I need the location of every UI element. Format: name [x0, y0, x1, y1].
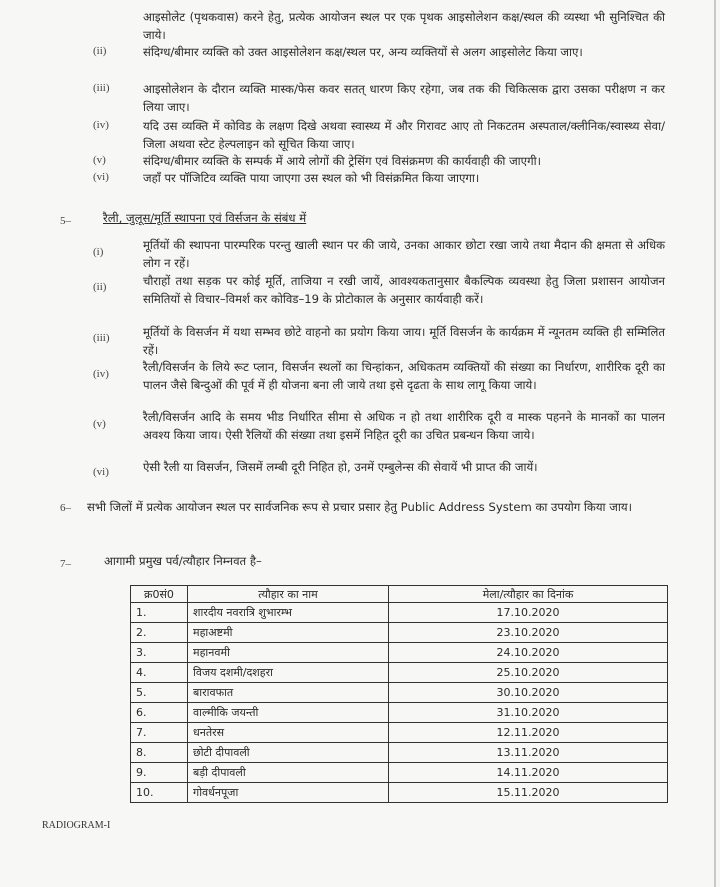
- list-item: चौराहों तथा सड़क पर कोई मूर्ति, ताजिया न रखी जायें, आवश्यकतानुसार बैकल्पिक व्यवस्था हेतु जिला प्रशासन आयोजन समितियों से विचार–विमर्श कर कोविड–19 के प्रोटोकाल के अनुसार कार्यवाही करें।: [143, 274, 665, 306]
- table-row: [131, 783, 668, 803]
- item-number: (ii): [93, 45, 107, 57]
- table-row: [131, 703, 668, 723]
- cell-festival: गोवर्धनपूजा: [188, 783, 389, 803]
- festival-table: [130, 585, 668, 803]
- col-header-serial: क्र0सं0: [131, 586, 188, 603]
- cell-festival: शारदीय नवरात्रि शुभारम्भ: [188, 603, 389, 623]
- section-number: 5–: [60, 215, 71, 227]
- intro-paragraph: आइसोलेट (पृथकवास) करने हेतु, प्रत्येक आयोजन स्थल पर एक पृथक आइसोलेशन कक्ष/स्थल की व्यस्था भी सुनिश्चित की जाये।: [143, 10, 665, 42]
- list-item: मूर्तियों की स्थापना पारम्परिक परन्तु खाली स्थान पर की जाये, उनका आकार छोटा रखा जाये तथा मैदान की क्षमता से अधिक लोग न रहें।: [143, 238, 665, 270]
- cell-date: 13.11.2020: [389, 743, 668, 763]
- col-header-date: मेला/त्यौहार का दिनांक: [389, 586, 668, 603]
- section-number: 6–: [60, 502, 71, 514]
- cell-festival: महानवमी: [188, 643, 389, 663]
- cell-date: 30.10.2020: [389, 683, 668, 703]
- cell-date: 31.10.2020: [389, 703, 668, 723]
- item-number: (iv): [93, 119, 109, 131]
- cell-date: 15.11.2020: [389, 783, 668, 803]
- section-text: सभी जिलों में प्रत्येक आयोजन स्थल पर सार्वजनिक रूप से प्रचार प्रसार हेतु Public Address System का उपयोग किया जाय।: [87, 500, 632, 514]
- table-row: [131, 763, 668, 783]
- section-heading: रैली, जुलूस/मूर्ति स्थापना एवं विर्सजन के संबंध में: [103, 211, 307, 225]
- cell-date: 25.10.2020: [389, 663, 668, 683]
- page-edge: [714, 0, 716, 887]
- table-row: [131, 663, 668, 683]
- list-item: जहाँ पर पॉजिटिव व्यक्ति पाया जाएगा उस स्थल को भी विसंक्रमित किया जाएगा।: [143, 171, 480, 185]
- cell-festival: छोटी दीपावली: [188, 743, 389, 763]
- list-item: रैली/विसर्जन आदि के समय भीड निर्धारित सीमा से अधिक न हो तथा शारीरिक दूरी व मास्क पहनने के मानकों का पालन अवश्य किया जाय। ऐसी रैलियों की संख्या तथा इसमें निहित दूरी का उचित प्रबन्धन किया जाये।: [143, 410, 665, 442]
- list-item: संदिग्ध/बीमार व्यक्ति को उक्त आइसोलेशन कक्ष/स्थल पर, अन्य व्यक्तियों से अलग आइसोलेट किया जाए।: [143, 45, 583, 59]
- table-row: [131, 723, 668, 743]
- cell-festival: विजय दशमी/दशहरा: [188, 663, 389, 683]
- item-number: (v): [93, 418, 106, 430]
- table-row: [131, 623, 668, 643]
- cell-serial: 2.: [131, 623, 188, 643]
- cell-date: 17.10.2020: [389, 603, 668, 623]
- item-number: (vi): [93, 466, 109, 478]
- item-number: (iii): [93, 332, 110, 344]
- cell-serial: 5.: [131, 683, 188, 703]
- cell-date: 12.11.2020: [389, 723, 668, 743]
- cell-date: 14.11.2020: [389, 763, 668, 783]
- cell-festival: महाअष्टमी: [188, 623, 389, 643]
- footer-label: RADIOGRAM-I: [42, 820, 111, 831]
- cell-serial: 6.: [131, 703, 188, 723]
- list-item: संदिग्ध/बीमार व्यक्ति के सम्पर्क में आये लोगों की ट्रेसिंग एवं विसंक्रमण की कार्यवाही की जाएगी।: [143, 154, 542, 168]
- item-number: (i): [93, 246, 104, 258]
- cell-date: 24.10.2020: [389, 643, 668, 663]
- list-item: ऐसी रैली या विसर्जन, जिसमें लम्बी दूरी निहित हो, उनमें एम्बुलेन्स की सेवायें भी प्राप्त की जायें।: [143, 460, 538, 474]
- cell-date: 23.10.2020: [389, 623, 668, 643]
- list-item: आइसोलेशन के दौरान व्यक्ति मास्क/फेस कवर सतत् धारण किए रहेगा, जब तक की चिकित्सक द्वारा उसका परीक्षण न कर लिया जाए।: [143, 82, 665, 114]
- table-row: [131, 743, 668, 763]
- cell-festival: बड़ी दीपावली: [188, 763, 389, 783]
- item-number: (ii): [93, 281, 107, 293]
- table-row: [131, 643, 668, 663]
- table-header-row: [131, 586, 668, 603]
- cell-festival: बारावफात: [188, 683, 389, 703]
- item-number: (iii): [93, 82, 110, 94]
- cell-serial: 3.: [131, 643, 188, 663]
- cell-serial: 7.: [131, 723, 188, 743]
- cell-festival: धनतेरस: [188, 723, 389, 743]
- item-number: (v): [93, 154, 106, 166]
- cell-serial: 1.: [131, 603, 188, 623]
- cell-serial: 10.: [131, 783, 188, 803]
- section-text: आगामी प्रमुख पर्व/त्यौहार निम्नवत है–: [104, 554, 262, 568]
- cell-serial: 4.: [131, 663, 188, 683]
- table-row: [131, 603, 668, 623]
- list-item: मूर्तियों के विसर्जन में यथा सम्भव छोटे वाहनो का प्रयोग किया जाय। मूर्ति विसर्जन के कार्यक्रम में न्यूनतम व्यक्ति ही सम्मिलित रहें।: [143, 325, 665, 357]
- col-header-festival: त्यौहार का नाम: [188, 586, 389, 603]
- table-row: [131, 683, 668, 703]
- item-number: (vi): [93, 171, 109, 183]
- item-number: (iv): [93, 368, 109, 380]
- cell-serial: 8.: [131, 743, 188, 763]
- section-number: 7–: [60, 558, 71, 570]
- list-item: रैली/विसर्जन के लिये रूट प्लान, विसर्जन स्थलों का चिन्हांकन, अधिकतम व्यक्तियों की संख्या का निर्धारण, शारीरिक दूरी का पालन जैसे बिन्दुओं की पूर्व में ही योजना बना ली जाये तथा इसे दृढता के साथ लागू किया जाये।: [143, 360, 665, 392]
- list-item: यदि उस व्यक्ति में कोविड के लक्षण दिखे अथवा स्वास्थ्य में और गिरावट आए तो निकटतम अस्पताल/क्लीनिक/स्वास्थ्य सेवा/जिला अथवा स्टेट हेल्पलाइन को सूचित किया जाए।: [143, 119, 665, 151]
- cell-festival: वाल्मीकि जयन्ती: [188, 703, 389, 723]
- cell-serial: 9.: [131, 763, 188, 783]
